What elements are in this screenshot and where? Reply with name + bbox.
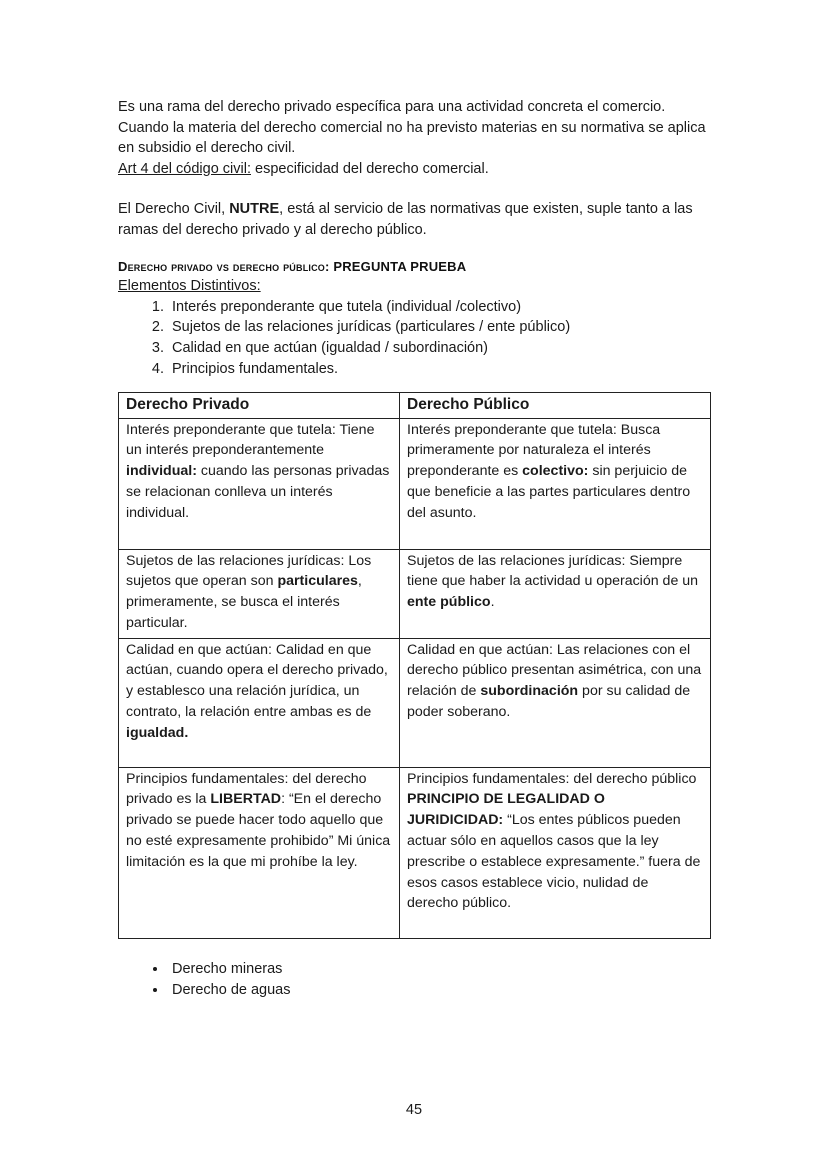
intro-paragraph: Es una rama del derecho privado específica para una actividad concreta el comercio. Cuando la materia del derecho comercial no ha previsto materias en su normativa se aplica en subsidio el derecho civil. bbox=[118, 99, 706, 156]
bullet-list bbox=[118, 959, 718, 1001]
list-item: 2. Sujetos de las relaciones jurídicas (particulares / ente público) bbox=[168, 317, 718, 338]
cell-public-quality: Calidad en que actúan: Las relaciones con el derecho público presentan asimétrica, con una relación de subordinación por su calidad de poder soberano. bbox=[400, 638, 711, 767]
article-reference bbox=[118, 159, 718, 180]
table-row bbox=[119, 638, 711, 767]
list-item: 1. Interés preponderante que tutela (individual /colectivo) bbox=[168, 297, 718, 318]
cell-private-interest: Interés preponderante que tutela: Tiene un interés preponderantemente individual: cuando las personas privadas se relacionan conlleva un interés individual. bbox=[119, 418, 400, 549]
elements-list bbox=[118, 297, 718, 380]
cell-private-quality: Calidad en que actúan: Calidad en que actúan, cuando opera el derecho privado, y establesco una relación jurídica, un contrato, la relación entre ambas es de igualdad. bbox=[119, 638, 400, 767]
header-private: Derecho Privado bbox=[119, 392, 400, 418]
civil-text-a: El Derecho Civil, bbox=[118, 201, 230, 217]
page-number: 45 bbox=[405, 1102, 423, 1118]
table-row bbox=[119, 418, 711, 549]
list-item: • Derecho de aguas bbox=[168, 980, 718, 1001]
cell-private-subjects: Sujetos de las relaciones jurídicas: Los sujetos que operan son particulares, primeramente, se busca el interés particular. bbox=[119, 549, 400, 638]
list-item: 3. Calidad en que actúan (igualdad / subordinación) bbox=[168, 338, 718, 359]
section-heading: Derecho privado vs derecho público: PREGUNTA PRUEBA bbox=[118, 259, 467, 274]
comparison-table bbox=[118, 392, 711, 939]
cell-public-subjects: Sujetos de las relaciones jurídicas: Siempre tiene que haber la actividad u operación de un ente público. bbox=[400, 549, 711, 638]
cell-public-principles: Principios fundamentales: del derecho público PRINCIPIO DE LEGALIDAD O JURIDICIDAD: “Los entes públicos pueden actuar sólo en aquellos casos que la ley prescribe o establece expresamente.” fuera de esos casos establece vicio, nulidad de derecho público. bbox=[400, 767, 711, 938]
civil-text-bold: NUTRE bbox=[229, 201, 280, 217]
table-row bbox=[119, 549, 711, 638]
civil-law-paragraph bbox=[118, 199, 718, 240]
table-header-row bbox=[119, 392, 711, 418]
table-row bbox=[119, 767, 711, 938]
list-item: 4. Principios fundamentales. bbox=[168, 359, 718, 380]
list-item: • Derecho mineras bbox=[168, 959, 718, 980]
document-page bbox=[118, 97, 718, 1001]
cell-private-principles: Principios fundamentales: del derecho privado es la LIBERTAD: “En el derecho privado se puede hacer todo aquello que no esté expresamente prohibido” Mi única limitación es la que mi prohíbe la ley. bbox=[119, 767, 400, 938]
civil-text-b: , está al servicio de las normativas que existen, suple tanto a las ramas del derecho privado y al derecho público. bbox=[118, 201, 693, 238]
article-link: Art 4 del código civil: bbox=[118, 160, 251, 177]
article-text: especificidad del derecho comercial. bbox=[250, 160, 489, 177]
cell-public-interest: Interés preponderante que tutela: Busca primeramente por naturaleza el interés preponderante es colectivo: sin perjuicio de que beneficie a las partes particulares dentro del asunto. bbox=[400, 418, 711, 549]
header-public: Derecho Público bbox=[400, 392, 711, 418]
section-subheading: Elementos Distintivos: bbox=[118, 278, 261, 294]
